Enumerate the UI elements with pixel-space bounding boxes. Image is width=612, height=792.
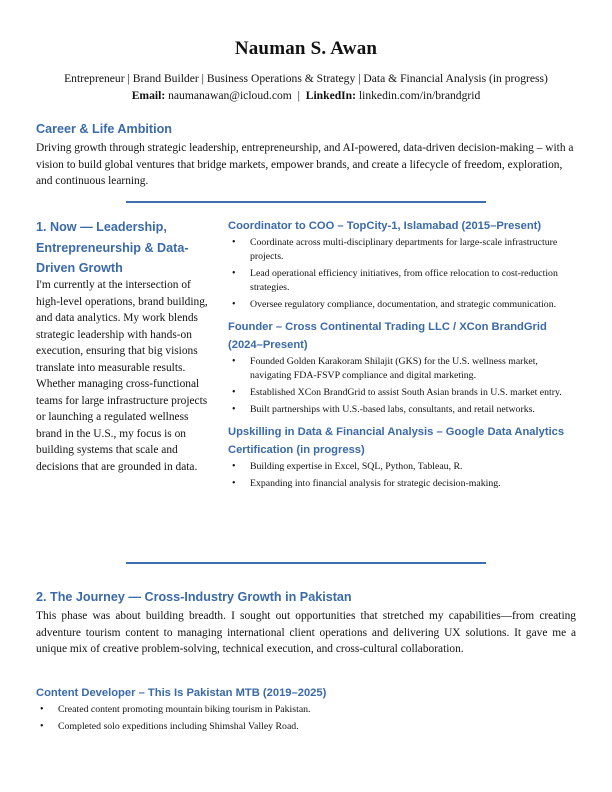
list-item: • Established XCon BrandGrid to assist South Asian brands in U.S. market entry.	[228, 386, 580, 400]
role-bullets-content-developer	[36, 703, 576, 737]
divider-2	[126, 562, 486, 564]
list-item: • Building expertise in Excel, SQL, Python, Tableau, R.	[228, 460, 580, 474]
email-link[interactable]: naumanawan@icloud.com	[168, 89, 292, 102]
role-title-content-developer: Content Developer – This Is Pakistan MTB (2019–2025)	[36, 687, 327, 699]
list-item: • Coordinate across multi-disciplinary departments for large-scale infrastructure projects.	[228, 236, 580, 264]
list-item: • Built partnerships with U.S.-based labs, consultants, and retail networks.	[228, 403, 580, 417]
section1-roles	[228, 217, 580, 494]
role-bullets-founder	[228, 355, 580, 417]
email-label: Email:	[131, 89, 166, 102]
divider-1	[126, 201, 486, 203]
contact-line	[0, 89, 612, 102]
list-item: • Created content promoting mountain biking tourism in Pakistan.	[36, 703, 576, 717]
ambition-text: Driving growth through strategic leadership, entrepreneurship, and AI-powered, data-driven decision-making – with a vision to build global ventures that bridge markets, empower brands, and create a lifecycle of freedom, exploration, and continuous learning.	[36, 142, 574, 187]
role-title-founder: Founder – Cross Continental Trading LLC / XCon BrandGrid (2024–Present)	[228, 321, 547, 351]
role-bullets-upskilling	[228, 460, 580, 491]
linkedin-label: LinkedIn:	[305, 89, 356, 102]
tagline: Entrepreneur | Brand Builder | Business Operations & Strategy | Data & Financial Analysis (in progress)	[64, 72, 548, 85]
contact-separator: |	[297, 89, 300, 102]
role-title-coo: Coordinator to COO – TopCity-1, Islamabad (2015–Present)	[228, 220, 542, 232]
list-item: • Founded Golden Karakoram Shilajit (GKS) for the U.S. wellness market, navigating FDA-FSVP compliance and digital marketing.	[228, 355, 580, 383]
role-title-upskilling: Upskilling in Data & Financial Analysis – Google Data Analytics Certification (in progress)	[228, 426, 565, 456]
list-item: • Lead operational efficiency initiatives, from office relocation to cost-reduction strategies.	[228, 267, 580, 295]
list-item: • Oversee regulatory compliance, documentation, and strategic communication.	[228, 298, 580, 312]
list-item: • Expanding into financial analysis for strategic decision-making.	[228, 477, 580, 491]
section2-title: 2. The Journey — Cross-Industry Growth in Pakistan	[36, 590, 352, 604]
linkedin-link[interactable]: linkedin.com/in/brandgrid	[358, 89, 481, 102]
role-bullets-coo	[228, 236, 580, 312]
section1-title: 1. Now — Leadership, Entrepreneurship & Data-Driven Growth	[36, 220, 189, 275]
resume-name: Nauman S. Awan	[234, 38, 378, 59]
ambition-title: Career & Life Ambition	[36, 122, 172, 136]
list-item: • Completed solo expeditions including Shimshal Valley Road.	[36, 720, 576, 734]
section1-text: I'm currently at the intersection of high-level operations, brand building, and data analytics. My work blends strategic leadership with hands-on execution, ensuring that big visions translate into measurable results. Whether managing cross-functional teams for large infrastructure projects or launching a regulated wellness brand in the U.S., my focus is on building systems that scale and decisions that are grounded in data.	[36, 279, 208, 473]
section2-text: This phase was about building breadth. I sought out opportunities that stretched my capabilities—from creating adventure tourism content to managing international client operations and delivering UX solutions. It gave me a unique mix of creative problem-solving, technical execution, and cross-cultural collaboration.	[36, 610, 576, 655]
